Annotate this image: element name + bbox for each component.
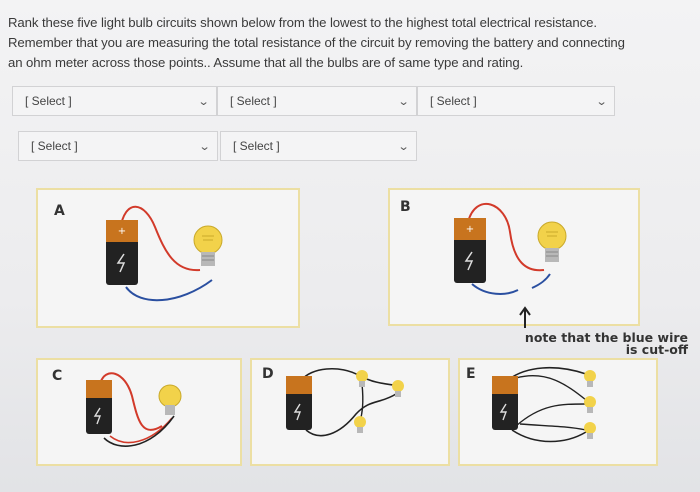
rank-select-4-value: [ Select ]	[31, 139, 78, 153]
note-line-1: note that the blue wire	[524, 330, 688, 345]
circuit-label-c: C	[52, 368, 63, 384]
circuit-b-diagram	[446, 192, 586, 312]
light-bulb-icon	[538, 222, 566, 262]
light-bulb-icon	[584, 370, 596, 387]
chevron-down-icon: ⌄	[197, 95, 210, 108]
svg-text:+: +	[465, 224, 475, 235]
chevron-down-icon: ⌄	[198, 140, 211, 153]
light-bulb-icon	[159, 385, 181, 415]
question-line-1: Rank these five light bulb circuits shown below from the lowest to the highest total electrical resistance.	[8, 15, 597, 30]
question-text	[8, 13, 700, 73]
light-bulb-icon	[356, 370, 368, 387]
annotation-note	[524, 332, 688, 356]
chevron-down-icon: ⌄	[397, 140, 410, 153]
light-bulb-icon	[584, 422, 596, 439]
circuit-d-diagram	[280, 364, 440, 460]
circuit-e-diagram	[486, 364, 626, 460]
circuit-label-b: B	[400, 199, 411, 215]
circuit-label-e: E	[466, 366, 476, 382]
svg-text:+: +	[117, 226, 127, 237]
chevron-down-icon: ⌄	[595, 95, 608, 108]
light-bulb-icon	[584, 396, 596, 413]
arrow-up-icon	[518, 306, 532, 328]
rank-select-5[interactable]	[220, 131, 417, 161]
rank-select-1[interactable]	[12, 86, 217, 116]
circuit-label-d: D	[262, 366, 274, 382]
circuit-c-diagram	[80, 366, 200, 456]
light-bulb-icon	[354, 416, 366, 433]
rank-select-3[interactable]	[417, 86, 615, 116]
circuit-label-a: A	[54, 203, 65, 219]
rank-select-3-value: [ Select ]	[430, 94, 477, 108]
rank-select-2[interactable]	[217, 86, 417, 116]
circuit-a-diagram	[100, 192, 240, 312]
question-line-2: Remember that you are measuring the total resistance of the circuit by removing the battery and connecting	[8, 35, 625, 50]
rank-select-2-value: [ Select ]	[230, 94, 277, 108]
rank-select-4[interactable]	[18, 131, 218, 161]
rank-select-5-value: [ Select ]	[233, 139, 280, 153]
note-line-2: is cut-off	[625, 342, 688, 357]
rank-select-1-value: [ Select ]	[25, 94, 72, 108]
chevron-down-icon: ⌄	[397, 95, 410, 108]
light-bulb-icon	[194, 226, 222, 266]
question-line-3: an ohm meter across those points.. Assume that all the bulbs are of same type and rating.	[8, 55, 524, 70]
